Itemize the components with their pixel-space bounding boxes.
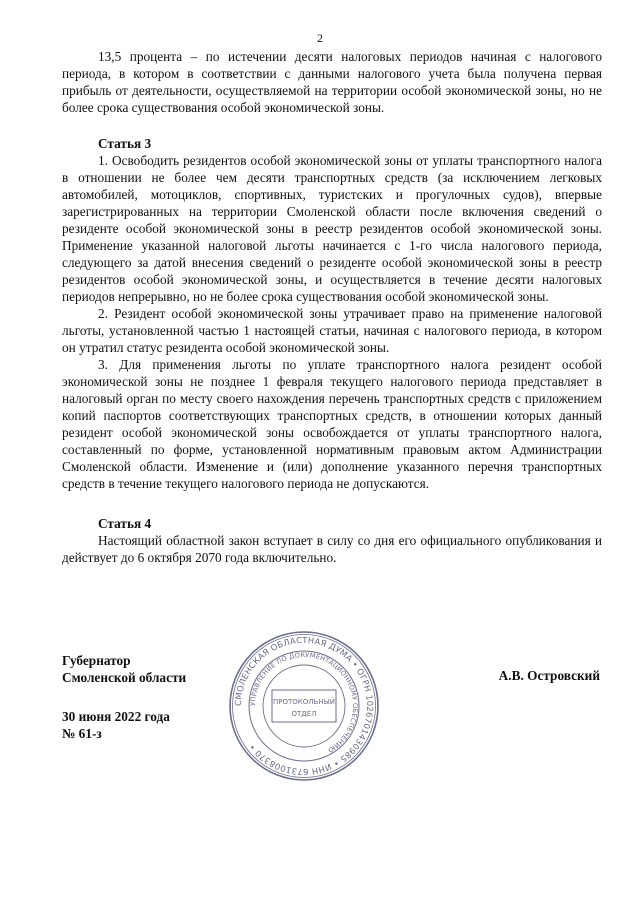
- stamp-inner-ring: [263, 665, 345, 747]
- document-body: [62, 48, 602, 566]
- stamp-outer-text: СМОЛЕНСКАЯ ОБЛАСТНАЯ ДУМА • ОГРН 1026701430985 • ИНН 6731008370 •: [232, 634, 376, 778]
- seal-stamp: [226, 628, 382, 784]
- stamp-center-line-2: ОТДЕЛ: [291, 710, 317, 718]
- law-date-number: [62, 708, 170, 742]
- article-3-paragraph-2: 2. Резидент особой экономической зоны утрачивает право на применение налоговой льготы, установленной частью 1 настоящей статьи, начиная с налогового периода, в котором он утратил статус резидента особой экономической зоны.: [62, 306, 602, 355]
- article-3-title: Статья 3: [98, 136, 152, 151]
- law-number: № 61-з: [62, 726, 102, 741]
- article-3-paragraph-3: 3. Для применения льготы по уплате транспортного налога резидент особой экономической зоны не позднее 1 февраля текущего налогового периода представляет в налоговый орган по месту своего нахождения перечень транспортных средств с приложением копий паспортов соответствующих транспортных средств, в отношении которых данный резидент особой экономической зоны освобождается от уплаты транспортного налога, составленный по форме, установленной нормативным правовым актом Администрации Смоленской области. Изменение и (или) дополнение указанного перечня транспортных средств в течение текущего налогового периода не допускаются.: [62, 357, 602, 491]
- signatory-name: А.В. Островский: [498, 668, 600, 683]
- signatory-position-line-2: Смоленской области: [62, 670, 187, 685]
- intro-paragraph: 13,5 процента – по истечении десяти налоговых периодов начиная с налогового периода, в котором в соответствии с данными налогового учета была получена первая прибыль от деятельности, осуществляемой на территории особой экономической зоны, но не более срока существования особой экономической зоны.: [62, 49, 602, 115]
- page-number: 2: [317, 31, 323, 45]
- stamp-center-line-1: ПРОТОКОЛЬНЫЙ: [272, 698, 336, 706]
- signatory-position-line-1: Губернатор: [62, 653, 131, 668]
- law-date: 30 июня 2022 года: [62, 709, 170, 724]
- signatory-position: [62, 652, 186, 686]
- article-4-paragraph-1: Настоящий областной закон вступает в силу со дня его официального опубликования и действует до 6 октября 2070 года включительно.: [62, 533, 602, 565]
- stamp-inner-text: УПРАВЛЕНИЕ ПО ДОКУМЕНТАЦИОННОМУ ОБЕСПЕЧЕНИЮ: [248, 650, 360, 755]
- article-4-title: Статья 4: [98, 516, 152, 531]
- article-3-paragraph-1: 1. Освободить резидентов особой экономической зоны от уплаты транспортного налога в отношении не более чем десяти транспортных средств (за исключением легковых автомобилей, мотоциклов, спортивных, туристских и прогулочных судов), впервые зарегистрированных на территории Смоленской области после включения сведений о резиденте особой экономической зоны в реестр резидентов особой экономической зоны. Применение указанной налоговой льготы начинается с 1-го числа налогового периода, следующего за датой внесения сведений о резиденте особой экономической зоны в реестр резидентов особой экономической зоны, и осуществляется в течение десяти налоговых периодов непрерывно, но не более срока существования особой экономической зоны.: [62, 153, 602, 304]
